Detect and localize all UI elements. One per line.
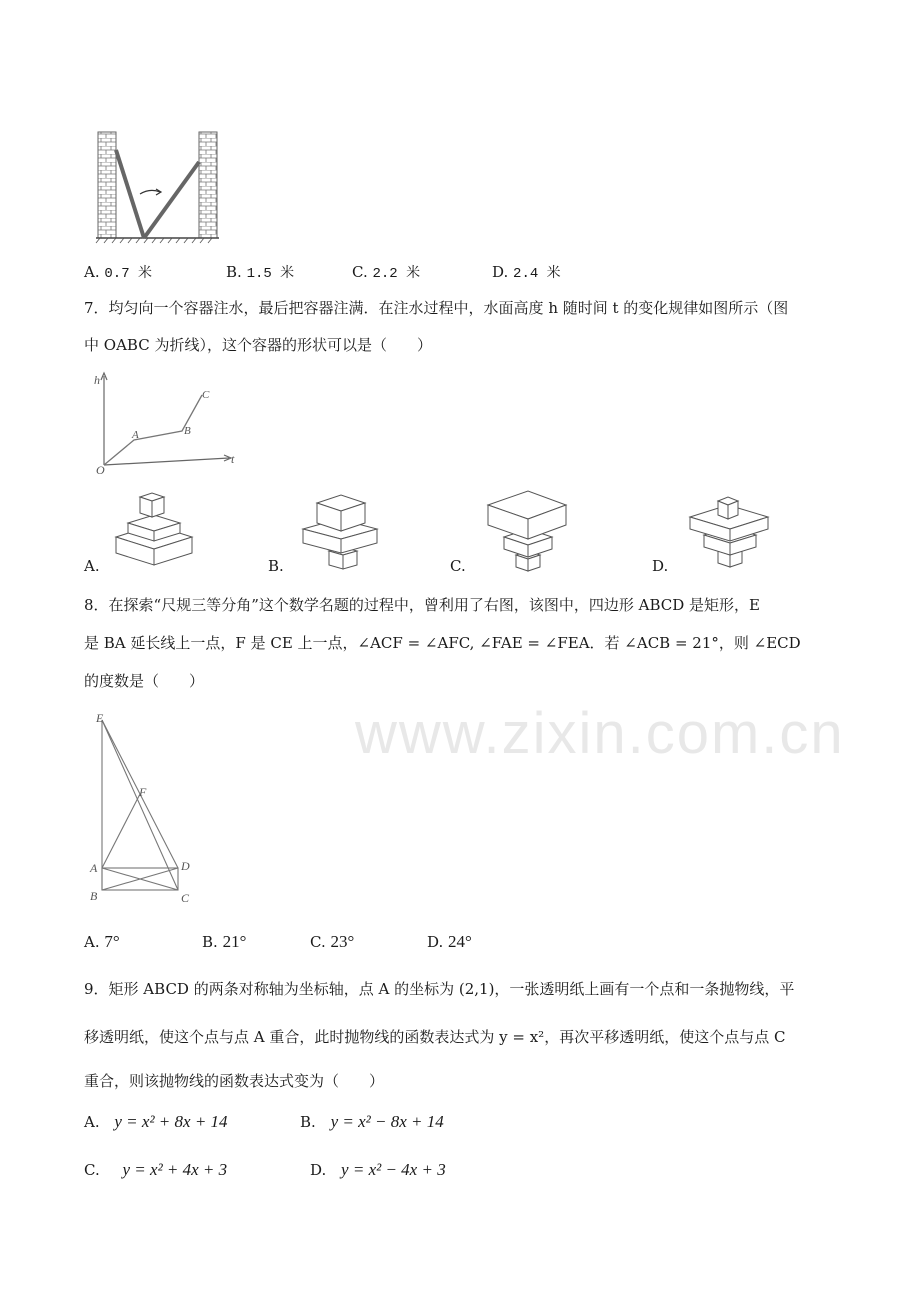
q9-option-c[interactable]: C. y = x² + 4x + 3 — [84, 1160, 228, 1179]
label-e: E — [96, 711, 104, 725]
container-option-d-figure — [680, 485, 772, 573]
q9-text-line1: 9．矩形 ABCD 的两条对称轴为坐标轴，点 A 的坐标为 (2,1)，一张透明纸上画有一个点和一条抛物线，平 — [84, 980, 795, 998]
container-option-a-figure — [108, 485, 200, 573]
q8-option-d[interactable]: D. 24° — [427, 932, 472, 951]
q9-text-line3: 重合，则该抛物线的函数表达式变为（ ） — [84, 1072, 385, 1090]
water-height-graph — [84, 370, 244, 480]
left-wall — [98, 132, 116, 238]
watermark: www.zixin.com.cn — [355, 701, 845, 766]
q8-option-a[interactable]: A. 7° — [84, 932, 120, 951]
q7-text-line2: 中 OABC 为折线），这个容器的形状可以是（ ） — [84, 336, 432, 354]
ladder-left — [116, 150, 144, 238]
q9-option-b[interactable]: B. y = x² − 8x + 14 — [300, 1112, 444, 1131]
label-o: O — [96, 463, 105, 477]
q8-option-c[interactable]: C. 23° — [310, 932, 355, 951]
q8-text-line3: 的度数是（ ） — [84, 672, 205, 690]
label-a: A — [90, 861, 98, 875]
q6-option-b[interactable]: B. 1.5 米 — [226, 263, 295, 282]
q8-option-b[interactable]: B. 21° — [202, 932, 247, 951]
arrow-icon — [140, 190, 160, 194]
container-option-c-figure — [480, 485, 572, 573]
trisection-figure — [86, 710, 206, 915]
label-b: B — [90, 889, 98, 903]
ladder-right — [144, 162, 199, 238]
q7-option-b[interactable]: B. — [268, 557, 284, 575]
label-d: D — [181, 859, 190, 873]
q9-option-a[interactable]: A. y = x² + 8x + 14 — [84, 1112, 228, 1131]
label-t: t — [231, 452, 235, 466]
q8-text-line2: 是 BA 延长线上一点，F 是 CE 上一点，∠ACF = ∠AFC, ∠FAE = ∠FEA．若 ∠ACB = 21°，则 ∠ECD — [84, 634, 801, 652]
label-f: F — [139, 785, 147, 799]
q8-text-line1: 8．在探索“尺规三等分角”这个数学名题的过程中，曾利用了右图，该图中，四边形 ABCD 是矩形，E — [84, 596, 761, 614]
label-b: B — [184, 425, 191, 437]
container-option-b-figure — [293, 485, 385, 573]
q9-text-line2: 移透明纸，使这个点与点 A 重合，此时抛物线的函数表达式为 y = x²，再次平移透明纸，使这个点与点 C — [84, 1028, 786, 1046]
q6-option-a[interactable]: A. 0.7 米 — [84, 263, 152, 282]
label-c: C — [202, 389, 210, 401]
ladder-figure — [96, 130, 221, 245]
right-wall — [199, 132, 217, 238]
q6-option-c[interactable]: C. 2.2 米 — [352, 263, 421, 282]
q7-option-c[interactable]: C. — [450, 557, 466, 575]
q7-text-line1: 7．均匀向一个容器注水，最后把容器注满．在注水过程中，水面高度 h 随时间 t 的变化规律如图所示（图 — [84, 299, 789, 317]
label-h: h — [94, 373, 100, 387]
q9-option-d[interactable]: D. y = x² − 4x + 3 — [310, 1160, 446, 1179]
q7-option-a[interactable]: A. — [84, 557, 100, 575]
label-a: A — [132, 429, 139, 441]
q7-option-d[interactable]: D. — [652, 557, 669, 575]
q6-option-d[interactable]: D. 2.4 米 — [492, 263, 561, 282]
label-c: C — [181, 891, 190, 905]
